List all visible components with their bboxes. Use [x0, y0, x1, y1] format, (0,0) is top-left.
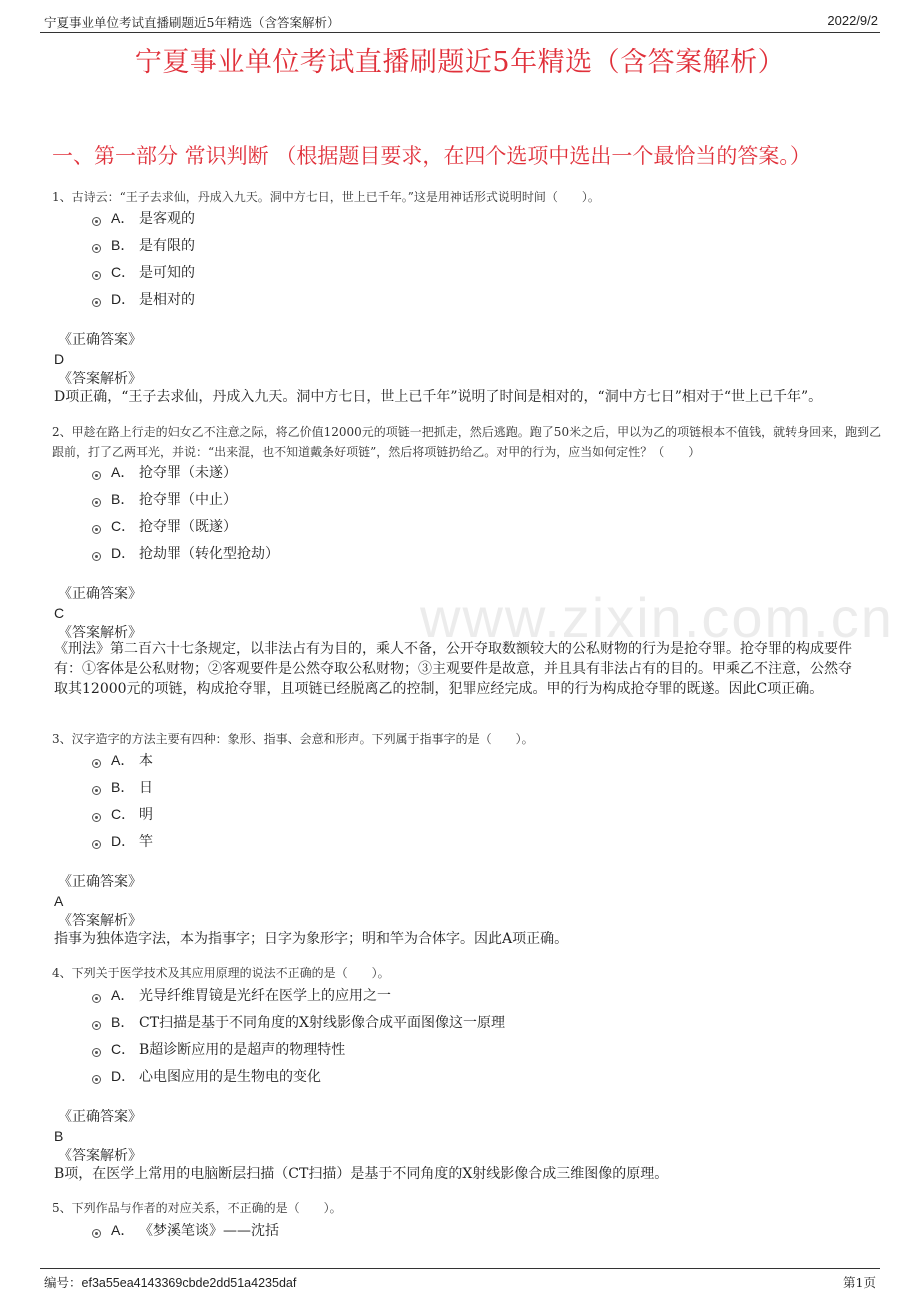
answer-label: 《正确答案》	[58, 332, 142, 348]
question-1-text: 1、古诗云：“王子去求仙，丹成入九天。洞中方七日，世上已千年。”这是用神话形式说明时间（ ）。	[52, 190, 600, 204]
question-2-option-b[interactable]: B． 抢夺罪（中止）	[92, 488, 237, 510]
question-2-option-a[interactable]: A． 抢夺罪（未遂）	[92, 461, 237, 483]
question-1-explanation: D项正确，“王子去求仙，丹成入九天。洞中方七日，世上已千年”说明了时间是相对的，“洞中方七日”相对于“世上已千年”。	[54, 389, 823, 405]
answer-label: 《正确答案》	[58, 586, 142, 602]
radio-icon[interactable]	[92, 244, 101, 253]
question-3-answer: A	[54, 893, 64, 909]
radio-icon[interactable]	[92, 271, 101, 280]
header-date: 2022/9/2	[827, 13, 878, 28]
radio-icon[interactable]	[92, 298, 101, 307]
radio-icon[interactable]	[92, 1048, 101, 1057]
question-3-option-c[interactable]: C． 明	[92, 803, 153, 825]
question-2-option-d[interactable]: D． 抢劫罪（转化型抢劫）	[92, 542, 279, 564]
explanation-label: 《答案解析》	[58, 913, 142, 929]
question-4-option-d[interactable]: D． 心电图应用的是生物电的变化	[92, 1065, 321, 1087]
question-4-option-c[interactable]: C． B超诊断应用的是超声的物理特性	[92, 1038, 345, 1060]
radio-icon[interactable]	[92, 813, 101, 822]
question-4-option-b[interactable]: B． CT扫描是基于不同角度的X射线影像合成平面图像这一原理	[92, 1011, 505, 1033]
question-1-option-c[interactable]: C． 是可知的	[92, 261, 195, 283]
question-4-explanation: B项，在医学上常用的电脑断层扫描（CT扫描）是基于不同角度的X射线影像合成三维图像的原理。	[54, 1166, 669, 1182]
page-footer	[40, 1268, 880, 1293]
answer-label: 《正确答案》	[58, 1109, 142, 1125]
radio-icon[interactable]	[92, 552, 101, 561]
question-3-option-a[interactable]: A． 本	[92, 749, 153, 771]
question-3-explanation: 指事为独体造字法，本为指事字；日字为象形字；明和竿为合体字。因此A项正确。	[54, 931, 569, 947]
radio-icon[interactable]	[92, 1075, 101, 1084]
radio-icon[interactable]	[92, 471, 101, 480]
question-4-answer: B	[54, 1128, 64, 1144]
explanation-label: 《答案解析》	[58, 625, 142, 641]
header-title: 宁夏事业单位考试直播刷题近5年精选（含答案解析）	[44, 15, 340, 30]
radio-icon[interactable]	[92, 525, 101, 534]
section-heading: 一、第一部分 常识判断 （根据题目要求，在四个选项中选出一个最恰当的答案。）	[52, 144, 811, 168]
radio-icon[interactable]	[92, 759, 101, 768]
watermark: www.zixin.com.cn	[420, 586, 894, 649]
page-header	[40, 10, 880, 33]
question-3-option-d[interactable]: D． 竿	[92, 830, 153, 852]
question-2-option-c[interactable]: C． 抢夺罪（既遂）	[92, 515, 237, 537]
question-2-explanation: 《刑法》第二百六十七条规定，以非法占有为目的，乘人不备，公开夺取数额较大的公私财物的行为是抢夺罪。抢夺罪的构成要件有：①客体是公私财物；②客观要件是公然夺取公私财物；③主观要件是故意，并且具有非法占有的目的。甲乘乙不注意，公然夺取其12000元的项链，构成抢夺罪，且项链已经脱离乙的控制，犯罪应经完成。甲的行为构成抢夺罪的既遂。因此C项正确。	[54, 641, 852, 697]
page-number: 第1页	[843, 1275, 876, 1290]
radio-icon[interactable]	[92, 1229, 101, 1238]
question-1-option-d[interactable]: D． 是相对的	[92, 288, 195, 310]
explanation-label: 《答案解析》	[58, 371, 142, 387]
question-4-option-a[interactable]: A． 光导纤维胃镜是光纤在医学上的应用之一	[92, 984, 391, 1006]
question-5-text: 5、下列作品与作者的对应关系，不正确的是（ ）。	[52, 1201, 342, 1215]
radio-icon[interactable]	[92, 498, 101, 507]
explanation-label: 《答案解析》	[58, 1148, 142, 1164]
question-5-option-a[interactable]: A． 《梦溪笔谈》——沈括	[92, 1219, 279, 1241]
question-2-text: 2、甲趁在路上行走的妇女乙不注意之际，将乙价值12000元的项链一把抓走，然后逃跑。跑了50米之后，甲以为乙的项链根本不值钱，就转身回来，跑到乙跟前，打了乙两耳光，并说：“出来混，也不知道戴条好项链”，然后将项链扔给乙。对甲的行为，应当如何定性？（ ）	[52, 425, 882, 459]
question-2-answer: C	[54, 605, 65, 621]
radio-icon[interactable]	[92, 217, 101, 226]
radio-icon[interactable]	[92, 1021, 101, 1030]
question-4-text: 4、下列关于医学技术及其应用原理的说法不正确的是（ ）。	[52, 966, 390, 980]
question-1-answer: D	[54, 351, 65, 367]
question-3-text: 3、汉字造字的方法主要有四种：象形、指事、会意和形声。下列属于指事字的是（ ）。	[52, 732, 534, 746]
question-1-option-a[interactable]: A． 是客观的	[92, 207, 195, 229]
footer-code: 编号：ef3a55ea4143369cbde2dd51a4235daf	[44, 1275, 297, 1290]
question-1-option-b[interactable]: B． 是有限的	[92, 234, 195, 256]
radio-icon[interactable]	[92, 786, 101, 795]
page-title: 宁夏事业单位考试直播刷题近5年精选（含答案解析）	[134, 47, 786, 78]
question-3-option-b[interactable]: B． 日	[92, 776, 153, 798]
answer-label: 《正确答案》	[58, 874, 142, 890]
radio-icon[interactable]	[92, 994, 101, 1003]
radio-icon[interactable]	[92, 840, 101, 849]
